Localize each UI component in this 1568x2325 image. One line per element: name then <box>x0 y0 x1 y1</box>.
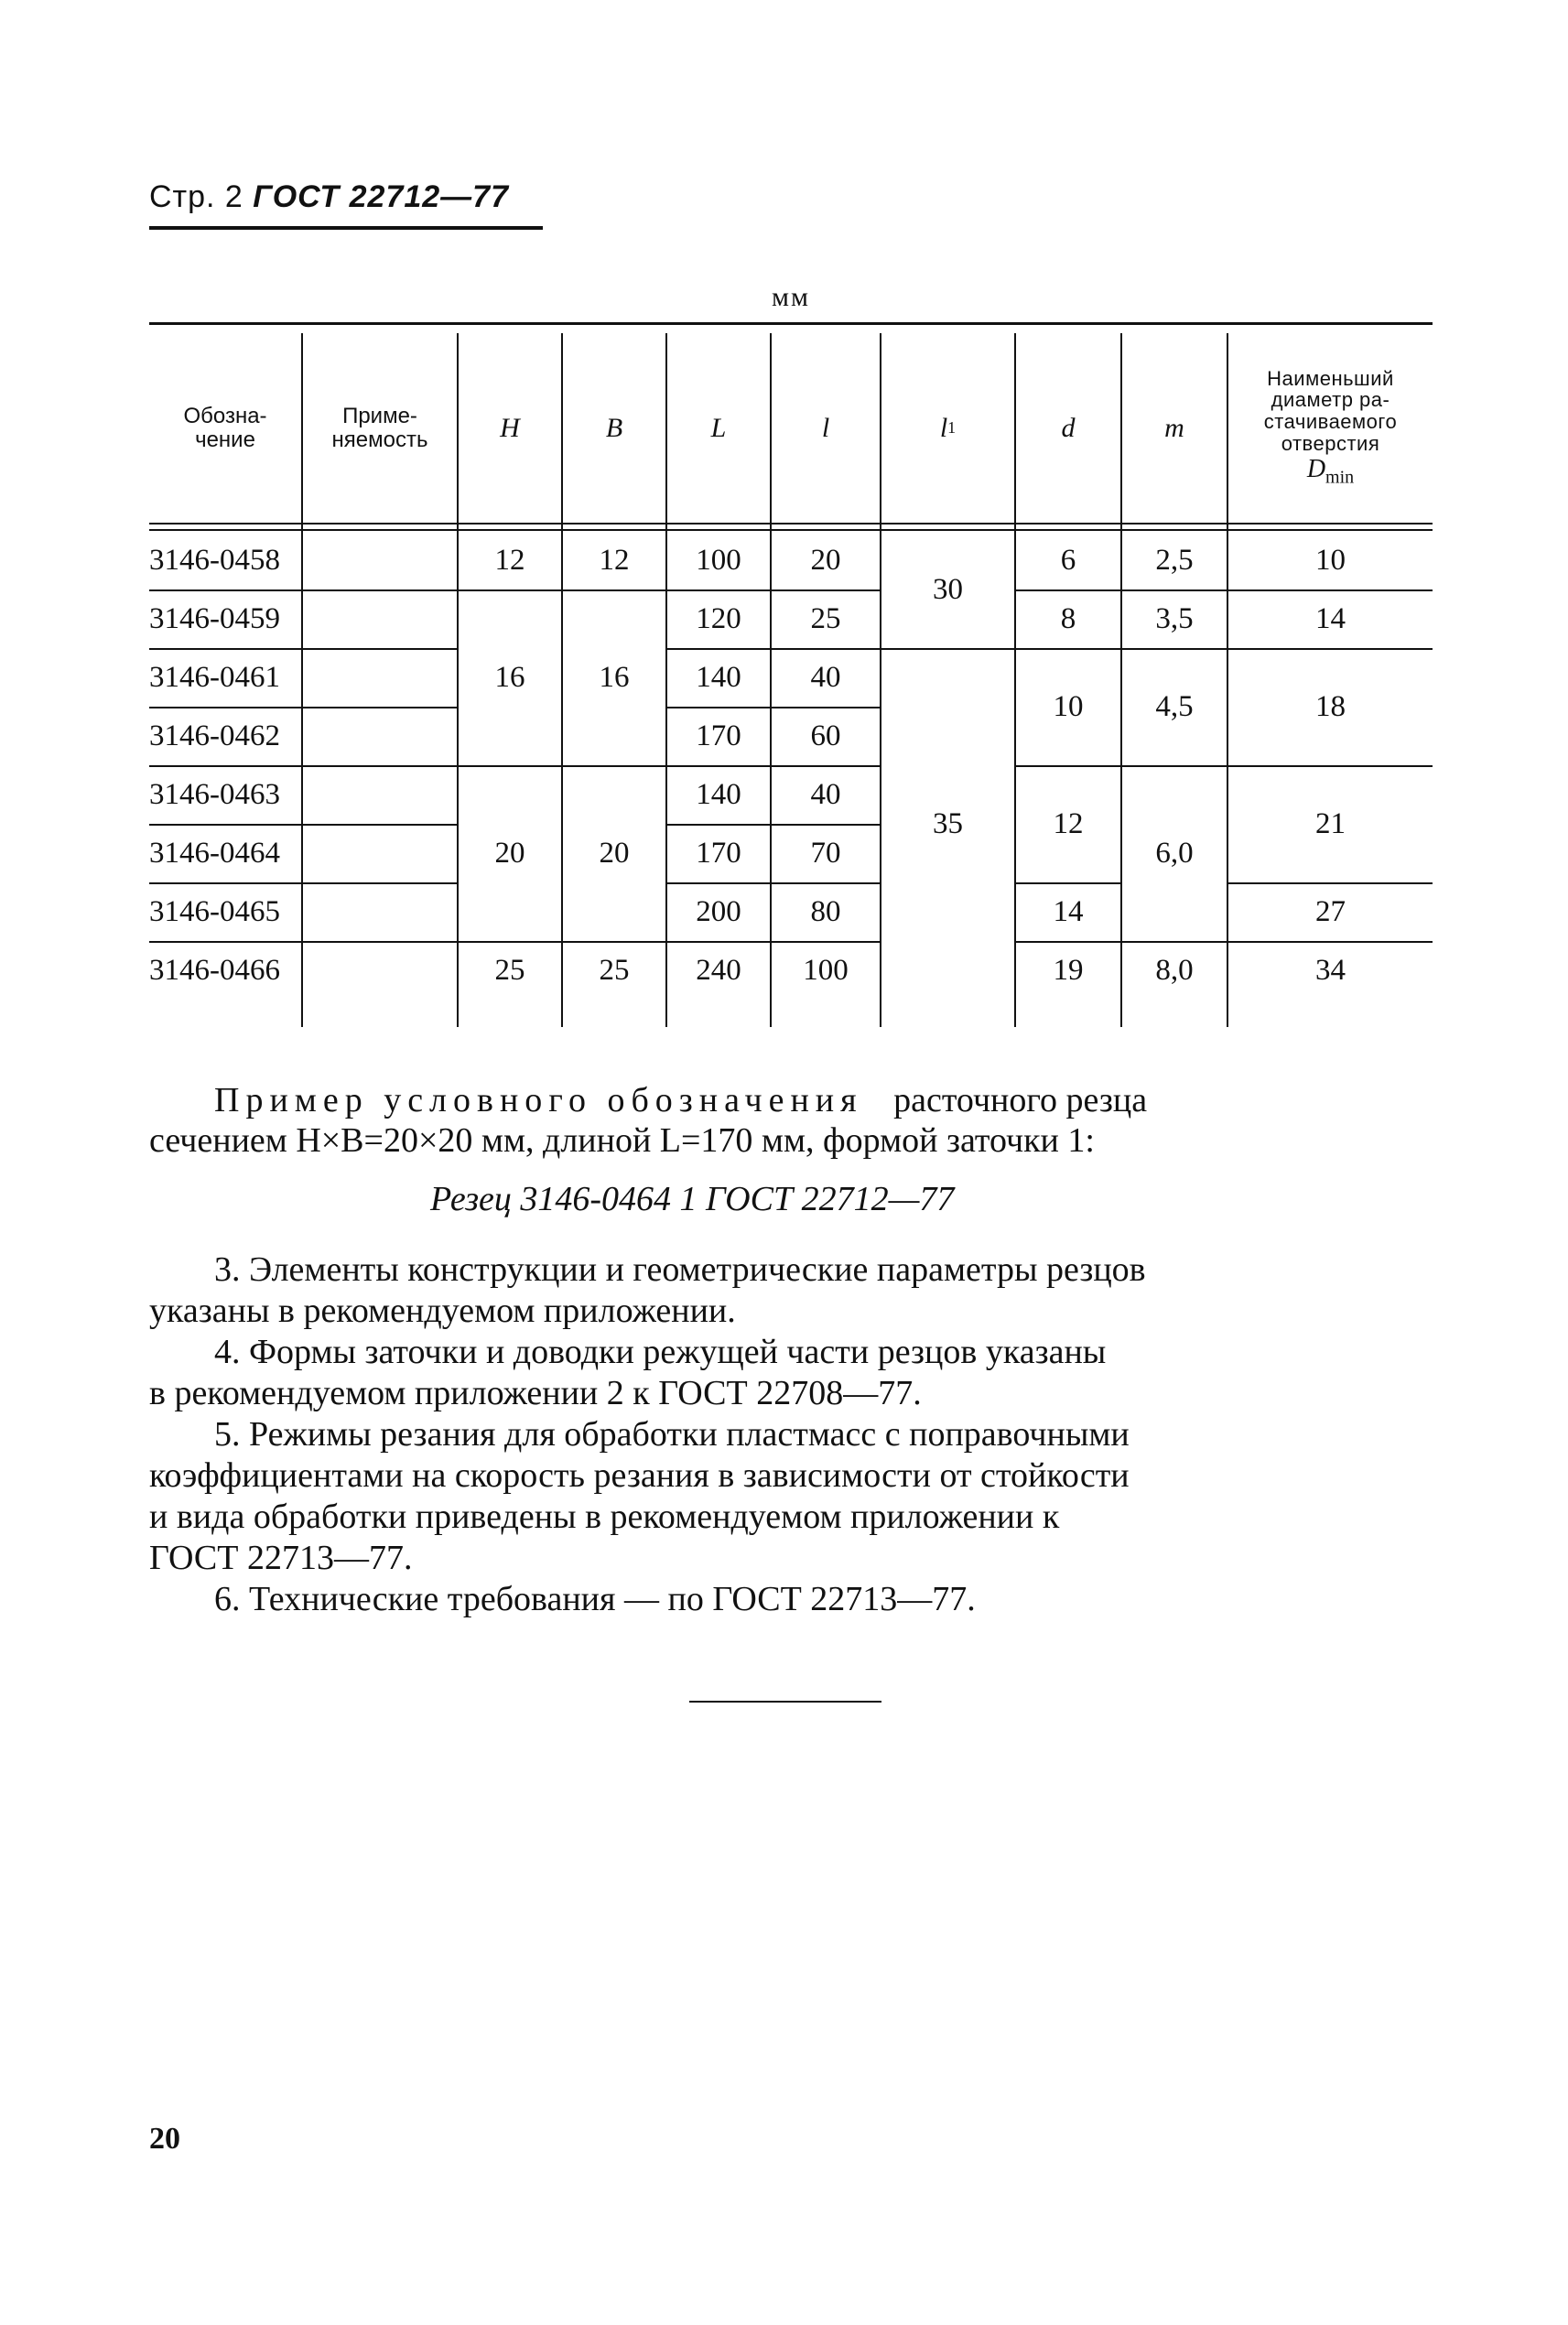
header-designation: Обозна- чение <box>183 404 267 452</box>
page-prefix: Стр. 2 <box>149 179 243 214</box>
header-bottom-rule-1 <box>149 523 1433 524</box>
closing-rule <box>689 1701 881 1703</box>
paragraph-5-line-1: 5. Режимы резания для обработки пластмасс с поправочными <box>214 1415 1130 1454</box>
b-cell: 20 <box>599 836 630 870</box>
units-label: мм <box>772 282 810 312</box>
header-l: l <box>821 412 830 443</box>
header-H: H <box>500 412 520 443</box>
d-cell: 6 <box>1060 543 1076 577</box>
l-total-cell: 120 <box>696 601 741 635</box>
h-cell: 12 <box>494 543 525 577</box>
page-number: 20 <box>149 2122 180 2156</box>
m-cell: 6,0 <box>1155 836 1194 870</box>
example-lead-rest: расточного резца <box>893 1081 1148 1119</box>
header-m: m <box>1164 412 1184 443</box>
header-underline <box>149 226 543 230</box>
l-cell: 70 <box>810 836 841 870</box>
m-cell: 4,5 <box>1155 689 1194 723</box>
code-cell: 3146-0463 <box>149 777 280 811</box>
m-cell: 2,5 <box>1155 543 1194 577</box>
l-total-cell: 200 <box>696 894 741 928</box>
l-cell: 100 <box>803 953 849 987</box>
paragraph-6-line-1: 6. Технические требования — по ГОСТ 22713—77. <box>214 1580 976 1618</box>
b-cell: 16 <box>599 660 630 694</box>
cutter-dimensions-table <box>149 322 1433 1027</box>
code-cell: 3146-0465 <box>149 894 280 928</box>
header-applicability: Приме- няемость <box>331 404 428 452</box>
header-B: B <box>605 412 623 443</box>
l-total-cell: 140 <box>696 777 741 811</box>
l-total-cell: 170 <box>696 836 741 870</box>
paragraph-3-line-2: указаны в рекомендуемом приложении. <box>149 1292 736 1330</box>
l1-cell: 30 <box>933 572 963 606</box>
code-cell: 3146-0458 <box>149 543 280 577</box>
paragraph-5-line-4: ГОСТ 22713—77. <box>149 1539 413 1577</box>
l1-cell: 35 <box>933 806 963 840</box>
l-cell: 60 <box>810 719 841 752</box>
example-line-2: сечением H×B=20×20 мм, длиной L=170 мм, формой заточки 1: <box>149 1121 1095 1160</box>
l-cell: 25 <box>810 601 841 635</box>
code-cell: 3146-0464 <box>149 836 280 870</box>
l-cell: 20 <box>810 543 841 577</box>
b-cell: 25 <box>599 953 630 987</box>
b-cell: 12 <box>599 543 630 577</box>
l-total-cell: 140 <box>696 660 741 694</box>
l-total-cell: 240 <box>696 953 741 987</box>
paragraph-3-line-1: 3. Элементы конструкции и геометрические параметры резцов <box>214 1250 1146 1289</box>
header-d: d <box>1061 412 1076 443</box>
paragraph-5-line-2: коэффициентами на скорость резания в зависимости от стойкости <box>149 1456 1130 1495</box>
dmin-cell: 27 <box>1315 894 1346 928</box>
d-cell: 14 <box>1053 894 1084 928</box>
l-cell: 80 <box>810 894 841 928</box>
paragraph-5-line-3: и вида обработки приведены в рекомендуемом приложении к <box>149 1498 1060 1536</box>
code-cell: 3146-0466 <box>149 953 280 987</box>
l-total-cell: 170 <box>696 719 741 752</box>
m-cell: 3,5 <box>1155 601 1194 635</box>
example-lead-spaced: Пример условного обозначения <box>214 1081 863 1119</box>
header-dmin-text: Наименьший диаметр ра- стачиваемого отверстия <box>1263 366 1398 455</box>
code-cell: 3146-0461 <box>149 660 280 694</box>
example-line-1 <box>214 1080 1147 1120</box>
dmin-cell: 10 <box>1315 543 1346 577</box>
paragraph-4-line-1: 4. Формы заточки и доводки режущей части резцов указаны <box>214 1333 1107 1371</box>
l-cell: 40 <box>810 777 841 811</box>
h-cell: 20 <box>494 836 525 870</box>
dmin-cell: 18 <box>1315 689 1346 723</box>
h-cell: 16 <box>494 660 525 694</box>
code-cell: 3146-0462 <box>149 719 280 752</box>
code-cell: 3146-0459 <box>149 601 280 635</box>
l-cell: 40 <box>810 660 841 694</box>
header-L: L <box>710 412 727 443</box>
d-cell: 19 <box>1053 953 1084 987</box>
d-cell: 10 <box>1053 689 1084 723</box>
table-top-rule <box>149 322 1433 325</box>
dmin-cell: 34 <box>1315 953 1346 987</box>
paragraph-4-line-2: в рекомендуемом приложении 2 к ГОСТ 22708—77. <box>149 1374 922 1412</box>
standard-number: ГОСТ 22712—77 <box>253 179 510 214</box>
header-l1-subscript: 1 <box>947 418 957 437</box>
example-designation: Резец 3146-0464 1 ГОСТ 22712—77 <box>430 1180 955 1218</box>
dmin-cell: 21 <box>1315 806 1346 840</box>
d-cell: 8 <box>1060 601 1076 635</box>
header-dmin <box>1228 333 1433 523</box>
m-cell: 8,0 <box>1155 953 1194 987</box>
header-dmin-symbol: $D_{min}$ <box>1306 454 1355 488</box>
h-cell: 25 <box>494 953 525 987</box>
l-total-cell: 100 <box>696 543 741 577</box>
running-header <box>149 179 509 215</box>
dmin-cell: 14 <box>1315 601 1346 635</box>
d-cell: 12 <box>1053 806 1084 840</box>
header-l1 <box>881 333 1014 523</box>
header-l1-base: l <box>939 412 948 443</box>
